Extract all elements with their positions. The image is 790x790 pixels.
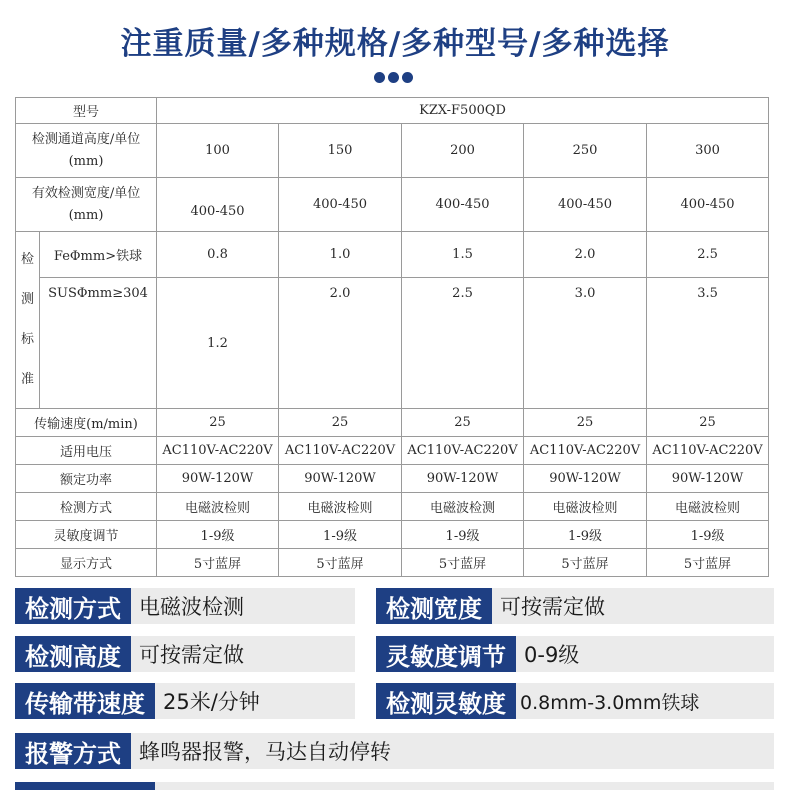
feature-detection-width xyxy=(376,588,774,624)
feature-key: 检测高度 xyxy=(15,636,131,672)
std-char: 准 xyxy=(20,372,34,387)
dot-icon xyxy=(374,72,385,83)
fe-label: FeΦmm>铁球 xyxy=(40,232,157,278)
table-cell: AC110V-AC220V xyxy=(647,437,769,465)
table-row xyxy=(16,98,769,124)
model-value: KZX-F500QD xyxy=(157,98,769,124)
feature-detection-height xyxy=(15,636,355,672)
table-cell: 3.0 xyxy=(524,278,647,409)
row-label: 显示方式 xyxy=(16,549,157,577)
table-cell: 1-9级 xyxy=(524,521,647,549)
table-row xyxy=(16,493,769,521)
detection-standard-label xyxy=(16,232,40,409)
feature-value: 电磁波检测 xyxy=(131,588,355,624)
table-row xyxy=(16,232,769,278)
std-char: 标 xyxy=(20,332,34,347)
table-cell: 90W-120W xyxy=(402,465,524,493)
table-cell: 5寸蓝屏 xyxy=(402,549,524,577)
table-cell: 电磁波检则 xyxy=(524,493,647,521)
table-cell: AC110V-AC220V xyxy=(157,437,279,465)
table-cell: 1.0 xyxy=(279,232,402,278)
feature-value: 0-9级 xyxy=(516,636,774,672)
std-char: 检 xyxy=(20,252,34,267)
feature-value: 25米/分钟 xyxy=(155,683,355,719)
feature-detection-method xyxy=(15,588,355,624)
table-cell: 1.2 xyxy=(157,278,279,409)
table-cell: 25 xyxy=(402,409,524,437)
row-label: 额定功率 xyxy=(16,465,157,493)
table-cell: 400-450 xyxy=(157,178,279,232)
table-row xyxy=(16,409,769,437)
table-cell: 0.8 xyxy=(157,232,279,278)
table-cell: 2.0 xyxy=(524,232,647,278)
feature-belt-speed xyxy=(15,683,355,719)
feature-value: 可按需定做 xyxy=(131,636,355,672)
row-label: 检测方式 xyxy=(16,493,157,521)
sus-label: SUSΦmm≥304 xyxy=(40,278,157,409)
table-cell: 400-450 xyxy=(647,178,769,232)
table-cell: 2.5 xyxy=(402,278,524,409)
row-label: 灵敏度调节 xyxy=(16,521,157,549)
table-cell: 1-9级 xyxy=(157,521,279,549)
feature-key: 检测灵敏度 xyxy=(376,683,516,719)
table-cell: 电磁波检则 xyxy=(279,493,402,521)
table-cell: 200 xyxy=(402,124,524,178)
feature-key: 检测方式 xyxy=(15,588,131,624)
spec-table xyxy=(15,97,769,577)
table-cell: AC110V-AC220V xyxy=(402,437,524,465)
table-cell: 5寸蓝屏 xyxy=(279,549,402,577)
table-cell: 1-9级 xyxy=(402,521,524,549)
table-row xyxy=(16,178,769,232)
feature-value: 蜂鸣器报警，马达自动停转 xyxy=(131,733,774,769)
table-row xyxy=(16,437,769,465)
table-cell: 25 xyxy=(279,409,402,437)
table-cell: 90W-120W xyxy=(157,465,279,493)
dot-icon xyxy=(402,72,413,83)
table-cell: 电磁波检则 xyxy=(157,493,279,521)
table-row xyxy=(16,521,769,549)
std-char: 测 xyxy=(20,292,34,307)
model-label: 型号 xyxy=(16,98,157,124)
table-cell: 2.5 xyxy=(647,232,769,278)
height-label: 检测通道高度/单位(mm) xyxy=(16,124,157,178)
table-cell: 5寸蓝屏 xyxy=(157,549,279,577)
table-cell: 400-450 xyxy=(402,178,524,232)
table-row xyxy=(16,465,769,493)
table-cell: AC110V-AC220V xyxy=(524,437,647,465)
table-cell: 5寸蓝屏 xyxy=(647,549,769,577)
table-cell: 150 xyxy=(279,124,402,178)
table-cell: 1-9级 xyxy=(647,521,769,549)
table-row xyxy=(16,124,769,178)
title-dots xyxy=(374,72,413,83)
feature-value: 0.8mm-3.0mm铁球 xyxy=(516,683,774,719)
feature-value: 可按需定做 xyxy=(492,588,774,624)
feature-partial-bar xyxy=(15,782,155,790)
table-cell: 90W-120W xyxy=(279,465,402,493)
row-label: 传输速度(m/min) xyxy=(16,409,157,437)
feature-partial-value xyxy=(155,782,774,790)
feature-key: 传输带速度 xyxy=(15,683,155,719)
table-cell: 400-450 xyxy=(279,178,402,232)
feature-alarm-method xyxy=(15,733,774,769)
feature-detection-sensitivity xyxy=(376,683,774,719)
table-cell: 25 xyxy=(524,409,647,437)
table-cell: 1-9级 xyxy=(279,521,402,549)
feature-key: 灵敏度调节 xyxy=(376,636,516,672)
table-cell: 25 xyxy=(647,409,769,437)
row-label: 适用电压 xyxy=(16,437,157,465)
width-label: 有效检测宽度/单位(mm) xyxy=(16,178,157,232)
table-cell: 2.0 xyxy=(279,278,402,409)
table-cell: 250 xyxy=(524,124,647,178)
table-cell: AC110V-AC220V xyxy=(279,437,402,465)
table-cell: 电磁波检则 xyxy=(647,493,769,521)
feature-sensitivity-adjust xyxy=(376,636,774,672)
table-cell: 3.5 xyxy=(647,278,769,409)
table-cell: 90W-120W xyxy=(647,465,769,493)
page-title: 注重质量/多种规格/多种型号/多种选择 xyxy=(120,26,670,62)
table-row xyxy=(16,549,769,577)
table-cell: 400-450 xyxy=(524,178,647,232)
table-cell: 1.5 xyxy=(402,232,524,278)
table-cell: 25 xyxy=(157,409,279,437)
table-cell: 5寸蓝屏 xyxy=(524,549,647,577)
table-cell: 90W-120W xyxy=(524,465,647,493)
table-row xyxy=(16,278,769,409)
table-cell: 300 xyxy=(647,124,769,178)
dot-icon xyxy=(388,72,399,83)
feature-key: 检测宽度 xyxy=(376,588,492,624)
feature-key: 报警方式 xyxy=(15,733,131,769)
table-cell: 100 xyxy=(157,124,279,178)
table-cell: 电磁波检测 xyxy=(402,493,524,521)
